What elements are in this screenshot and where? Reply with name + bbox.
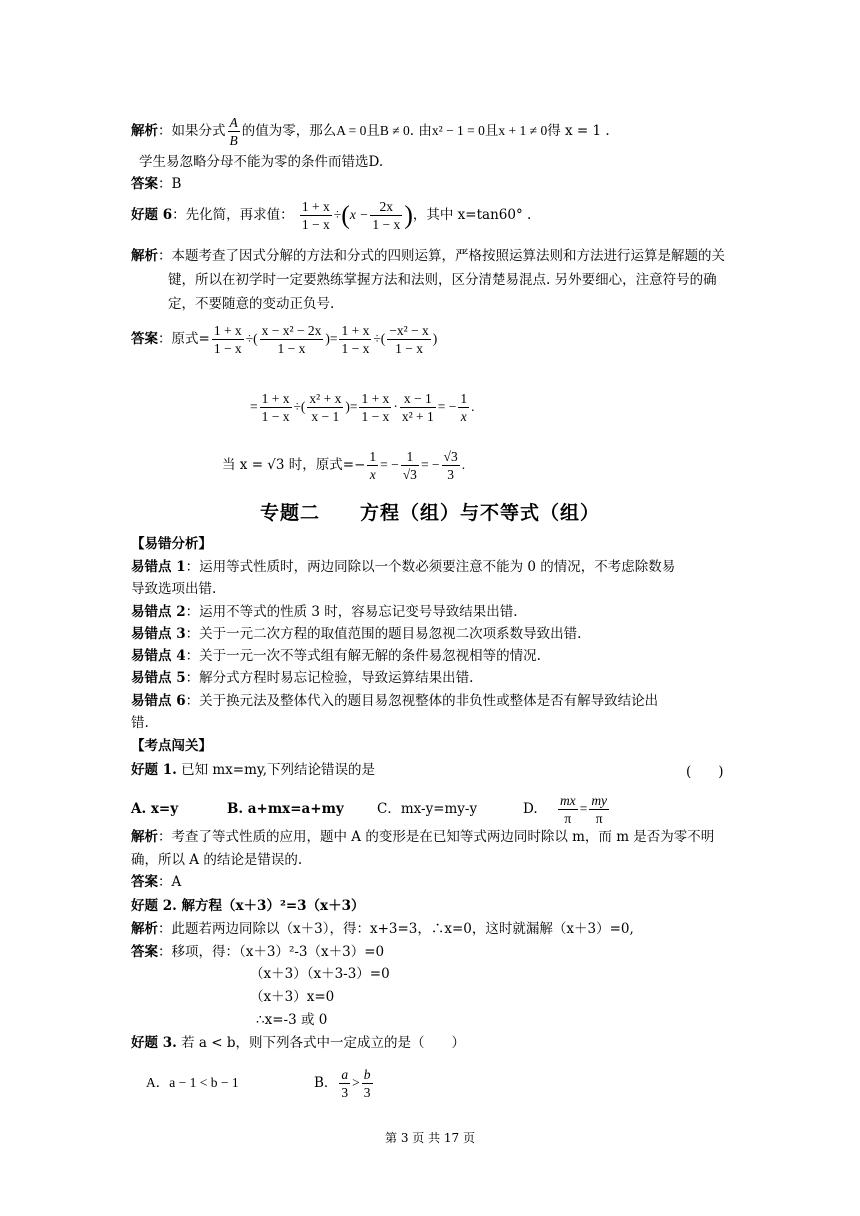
p1-stem (131, 760, 375, 780)
error-point (131, 578, 741, 600)
fraction (212, 322, 244, 357)
p2-stem (131, 896, 365, 916)
denominator: x (369, 467, 376, 482)
numerator: x² + x (309, 391, 342, 406)
fraction (367, 448, 378, 483)
analysis-text: 得 x = 1 . (547, 123, 610, 139)
option-b: B. a+mx=a+my (227, 801, 344, 817)
option-b: B． (314, 1075, 338, 1091)
denominator: 3 (341, 1085, 349, 1100)
numerator: 1 + x (261, 391, 290, 406)
analysis-text: 的值为零，那么 (241, 123, 337, 139)
answer-text: ：移项，得：（x＋3）²-3（x＋3）=0 (158, 944, 385, 960)
fraction-a-over-b (228, 114, 240, 149)
error-label: 易错点 3 (131, 625, 186, 642)
analysis-text: . 由 (409, 123, 432, 139)
denominator: x² + 1 (401, 409, 434, 424)
math-condition: A = 0且B ≠ 0 (336, 123, 410, 138)
question-text: 已知 mx=my,下列结论错误的是 (181, 762, 376, 778)
fraction (558, 792, 578, 827)
denominator: 1 − x (213, 341, 242, 356)
error-point (131, 667, 741, 689)
error-analysis-header: 【易错分析】 (131, 536, 212, 552)
error-text: ：运用等式性质时，两边同除以一个数必须要注意不能为 0 的情况，不考虑除数易 (185, 559, 676, 575)
denominator: 1 − x (277, 341, 306, 356)
analysis-text: ：本题考查了因式分解的方法和分式的四则运算，严格按照运算法则和方法进行运算是解题的关键，所以在初学时一定要熟练掌握方法和法则，区分清楚易混点. 另外要细心，注意符号的确定，不要随意的变动正负号. (158, 248, 725, 312)
numerator: my (591, 793, 608, 808)
denominator: 3 (363, 1085, 371, 1100)
p1-answer (131, 872, 181, 892)
analysis-text: ：考查了等式性质的应用，题中 A 的变形是在已知等式两边同时除以 m，而 m 是否为零不明确，所以 A 的结论是错误的. (131, 829, 715, 868)
question-text: ，其中 x=tan60° . (412, 207, 532, 223)
denominator: 1 − x (261, 409, 290, 424)
error-label: 易错点 5 (131, 670, 186, 687)
p1-analysis (131, 826, 736, 872)
denominator: 1 − x (341, 341, 370, 356)
numerator: 2x (370, 198, 402, 216)
error-point (131, 601, 741, 623)
numerator: b (363, 1067, 371, 1082)
question-text: 解方程（x＋3）²=3（x＋3） (176, 898, 365, 914)
numerator: 1 (401, 448, 419, 466)
answer-paren: ( ) (686, 764, 724, 780)
numerator: √3 (443, 449, 458, 464)
answer-value: ：A (158, 874, 182, 890)
greater-than-sign: > (352, 1075, 360, 1090)
question-text: ：先化简，再求值： (172, 207, 294, 223)
fraction (362, 1066, 373, 1101)
denominator: π (595, 811, 603, 826)
fraction-numerator: A (229, 115, 238, 130)
p2-answer-line2: （x＋3）（x＋3-3）=0 (250, 966, 390, 982)
error-label: 易错点 1 (131, 559, 186, 575)
page-footer: 第 3 页 共 17 页 (385, 1131, 475, 1145)
p3-stem (131, 1033, 465, 1053)
analysis-label: 解析 (131, 123, 158, 139)
fraction (300, 198, 332, 233)
error-label: 易错点 2 (131, 603, 186, 620)
question-text: 若 a < b，则下列各式中一定成立的是（ ） (176, 1035, 465, 1051)
p3-options (146, 1066, 375, 1101)
answer-label: 答案 (131, 331, 158, 347)
p1-options (131, 792, 611, 827)
denominator: 1 − x (395, 341, 423, 356)
error-point (131, 712, 741, 734)
denominator: 1 − x (372, 217, 401, 232)
p2-answer-line4: ∴x=-3 或 0 (256, 1012, 328, 1028)
paren: ( (341, 200, 350, 230)
fraction (589, 792, 609, 827)
q6-analysis (131, 244, 731, 316)
p2-answer-line3: （x＋3）x=0 (250, 989, 335, 1005)
p2-analysis (131, 919, 634, 939)
question-label: 好题 3. (131, 1035, 177, 1051)
section-title: 专题二 方程（组）与不等式（组） (259, 502, 600, 524)
analysis-label: 解析 (131, 248, 158, 264)
error-text: ：关于换元法及整体代入的题目易忽视整体的非负性或整体是否有解导致结论出 (185, 692, 659, 709)
q6-answer-line1: 答案：原式= $\frac{1 + x}{1 - x}$ ÷( $\frac{\text{x − x² − 2x}}{1 - x}$ )= $\frac{1 + x}{1 - x}$ ÷( $\frac{\text{−x² − x}}{1 - x}$ ) (131, 323, 438, 356)
fraction (260, 322, 324, 357)
error-text: ：关于一元二次方程的取值范围的题目易忽视二次项系数导致出错. (185, 625, 582, 642)
analysis-text: ：此题若两边同除以（x＋3），得：x+3=3，∴x=0，这时就漏解（x＋3）=0, (158, 921, 634, 937)
option-a: A．a − 1 < b − 1 (146, 1075, 239, 1090)
fraction (260, 390, 292, 425)
denominator: 3 (447, 467, 454, 482)
equals-sign: = (579, 801, 588, 816)
error-label: 易错点 6 (131, 692, 186, 709)
error-text: ：解分式方程时易忘记检验，导致运算结果出错. (185, 670, 474, 687)
math-condition: x² − 1 = 0且x + 1 ≠ 0 (431, 123, 548, 138)
error-point (131, 623, 741, 645)
answer-label: 答案 (131, 874, 158, 890)
analysis-label: 解析 (131, 829, 158, 845)
answer-text: 当 x = √3 时，原式=− (222, 457, 366, 473)
numerator: x − 1 (400, 390, 436, 408)
denominator: 1 − x (361, 409, 390, 424)
numerator: x − x² − 2x (261, 323, 322, 338)
error-points-list (131, 556, 741, 734)
error-point (131, 556, 741, 578)
fraction (458, 390, 469, 425)
numerator: 1 + x (361, 391, 390, 406)
numerator: 1 + x (341, 323, 370, 338)
analysis-label: 解析 (131, 921, 158, 937)
answer-label: 答案 (131, 944, 158, 960)
q5-analysis-line1 (131, 114, 610, 149)
fraction (370, 198, 402, 233)
numerator: mx (559, 793, 576, 808)
answer-text: ：原式= (158, 331, 210, 347)
fraction (442, 448, 460, 483)
q6-answer-line2: = $\frac{1 + x}{1 - x}$ ÷( $\frac{\text{x² + x}}{x - 1}$ )= $\frac{1 + x}{1 - x}$ · $\frac{x - 1}{\text{x² + 1}}$ = − $\frac{1}{x}$ . (250, 391, 475, 424)
paren: ) (404, 200, 413, 230)
error-text: 错. (131, 715, 149, 732)
question-label: 好题 6 (131, 207, 173, 223)
error-point (131, 645, 741, 667)
fraction-denominator: B (229, 133, 238, 148)
fraction (359, 390, 391, 425)
option-c: C．mx-y=my-y (377, 801, 478, 817)
analysis-text: ：如果分式 (158, 123, 226, 139)
numerator: 1 + x (301, 199, 330, 214)
numerator: −x² − x (389, 323, 429, 338)
checkpoint-header: 【考点闯关】 (131, 738, 212, 754)
q5-answer (131, 174, 181, 194)
question-label: 好题 1. (131, 762, 177, 778)
error-text: 导致选项出错. (131, 581, 217, 598)
error-text: ：关于一元一次不等式组有解无解的条件易忽视相等的情况. (185, 648, 541, 665)
numerator: 1 (369, 449, 377, 464)
q6-answer-line3: 当 x = √3 时，原式=− $\frac{1}{x}$ = − $\frac{1}{√3}$ = − $\frac{√3}{3}$ . (222, 449, 466, 482)
fraction (339, 1066, 350, 1101)
fraction (387, 322, 431, 357)
numerator: a (341, 1067, 349, 1082)
answer-value: ：B (158, 176, 182, 192)
divide-sign: ÷ (333, 207, 342, 222)
error-point (131, 690, 741, 712)
p2-answer-line1 (131, 942, 384, 962)
denominator: 1 − x (301, 217, 330, 232)
q6-stem (131, 198, 531, 233)
denominator: x (460, 409, 467, 424)
denominator: √3 (402, 467, 417, 482)
fraction (401, 448, 419, 483)
option-a: A. x=y (131, 801, 179, 817)
numerator: 1 (460, 391, 468, 406)
q5-analysis-line2: 学生易忽略分母不能为零的条件而错选D. (139, 154, 384, 170)
error-text: ：运用不等式的性质 3 时，容易忘记变号导致结果出错. (185, 603, 518, 620)
answer-label: 答案 (131, 176, 158, 192)
fraction (307, 390, 343, 425)
fraction (400, 390, 436, 425)
option-d: D. (523, 801, 538, 817)
denominator: π (564, 811, 572, 826)
math-term: x − (349, 207, 369, 222)
numerator: 1 + x (213, 323, 242, 338)
question-label: 好题 2. (131, 898, 177, 914)
denominator: x − 1 (311, 409, 340, 424)
fraction (339, 322, 371, 357)
error-label: 易错点 4 (131, 648, 186, 665)
